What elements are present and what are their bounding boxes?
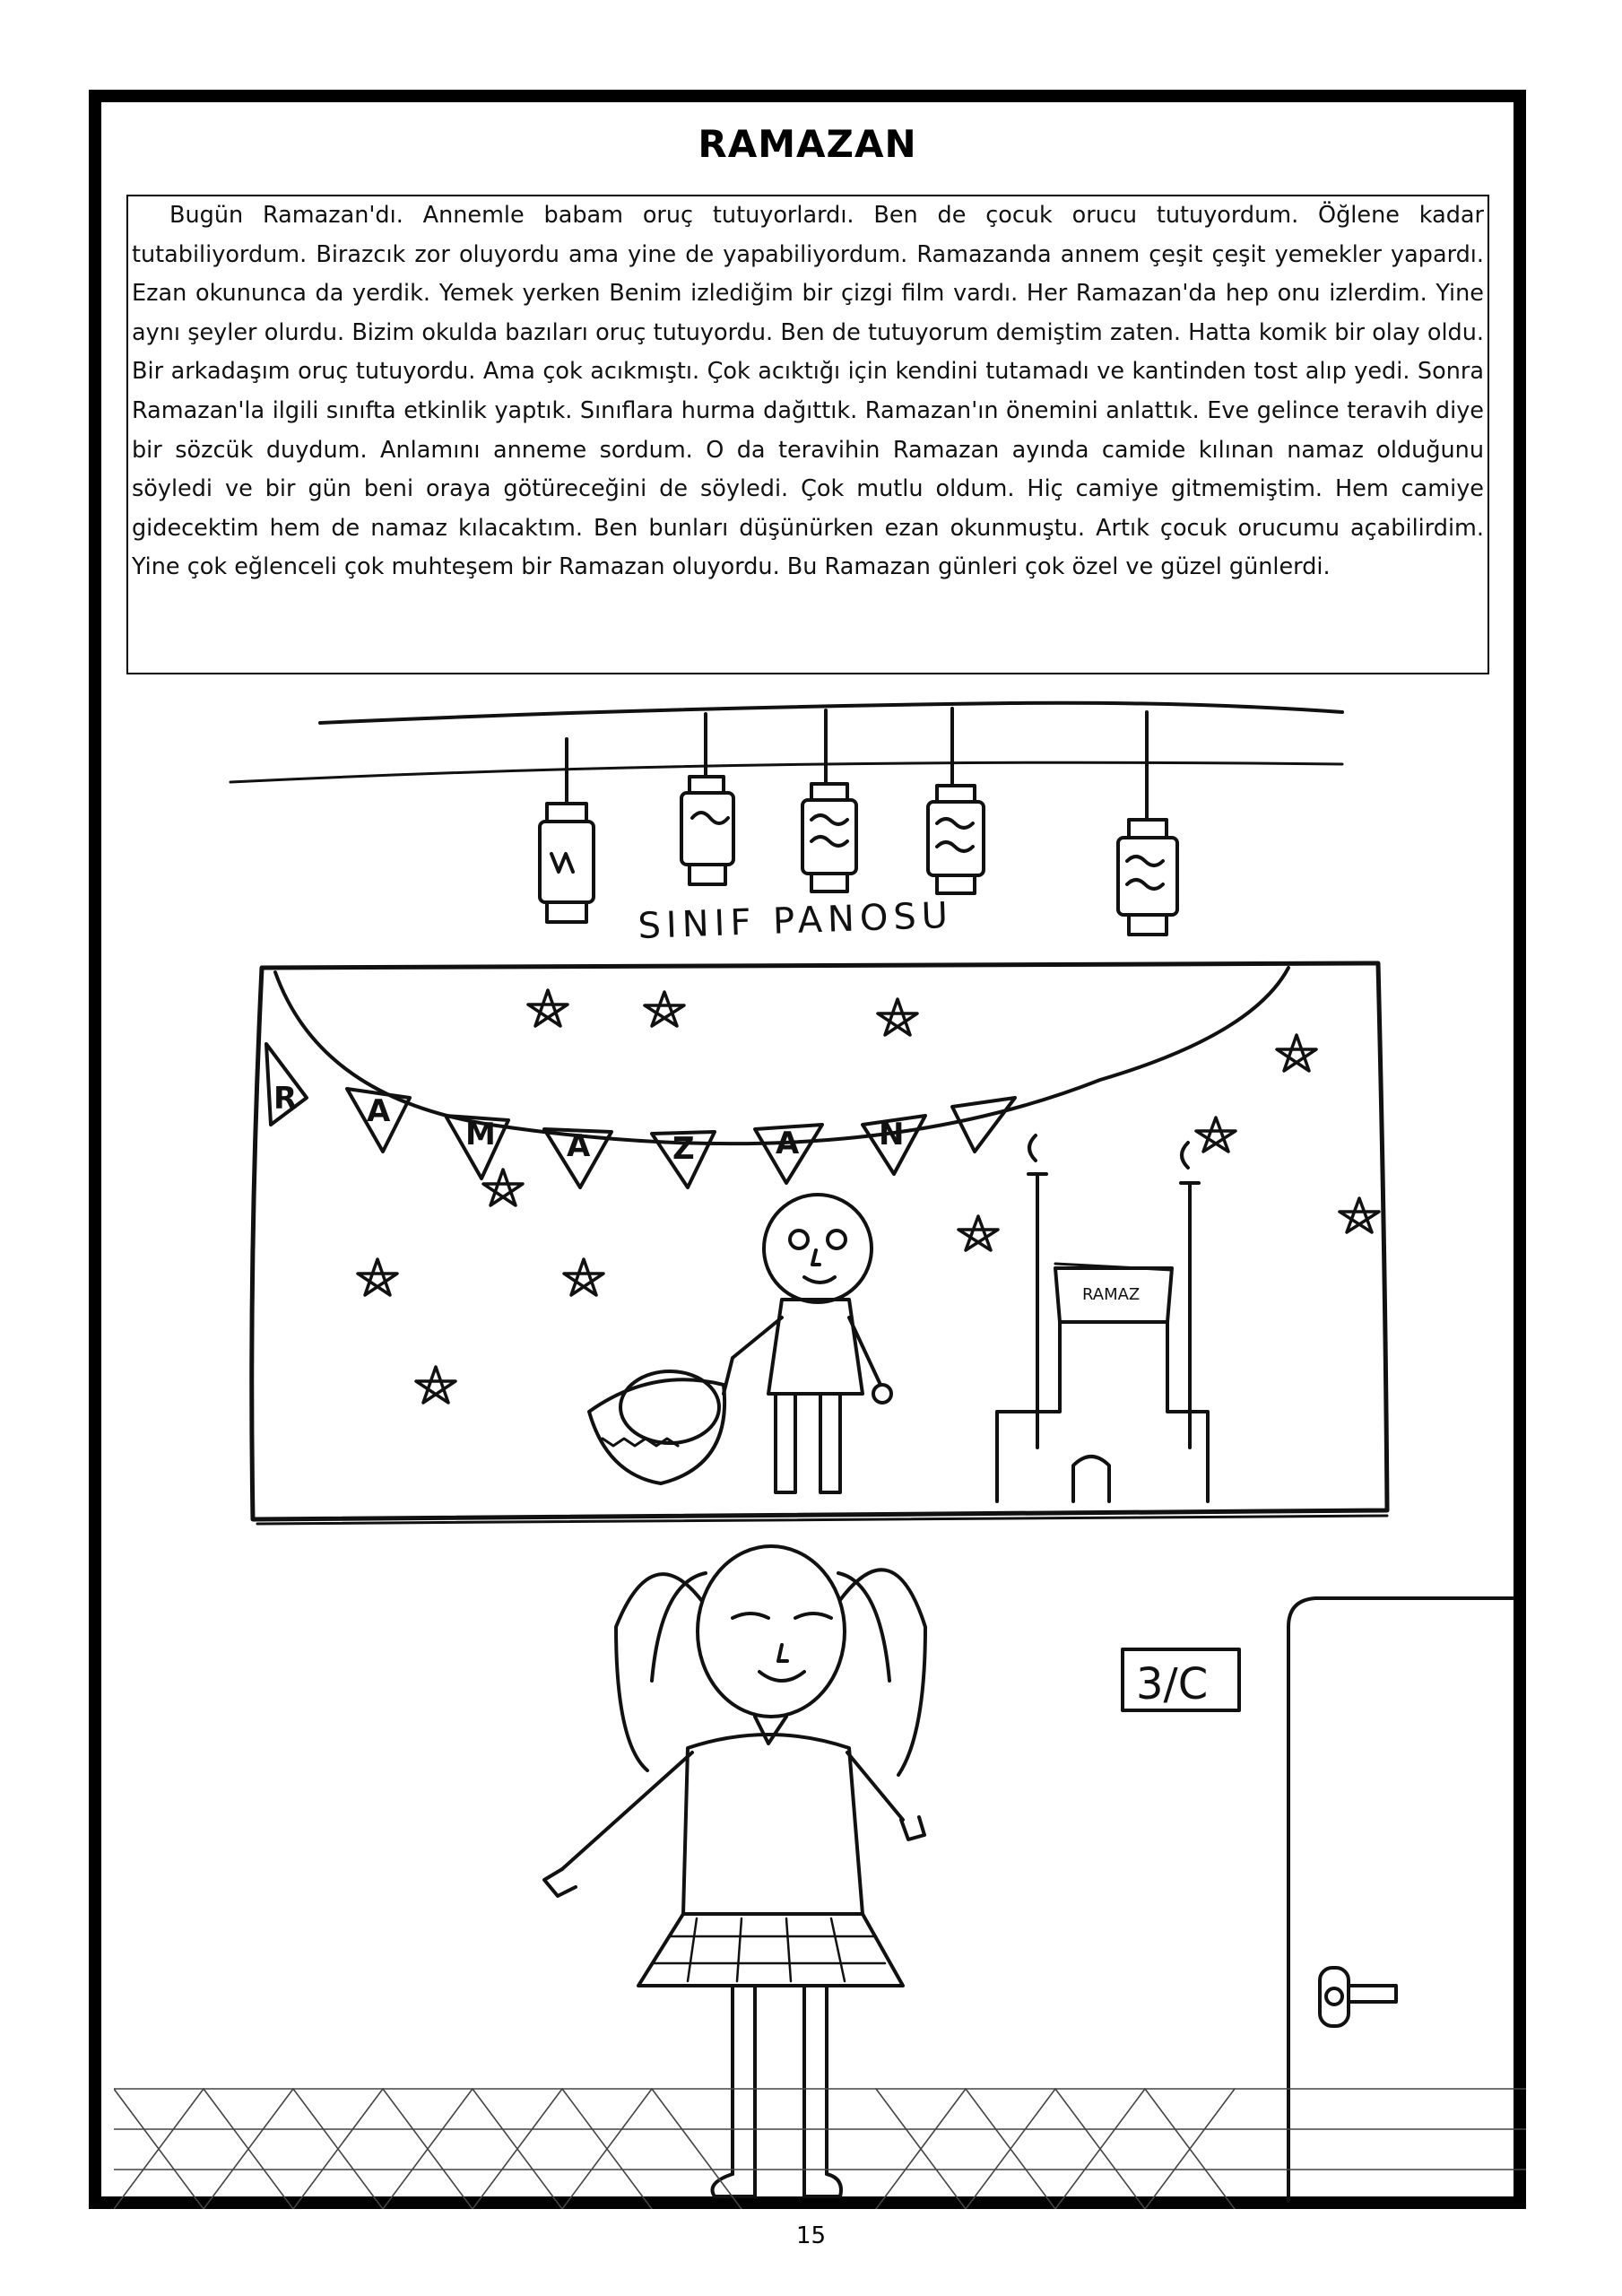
banner-letter: R — [273, 1081, 298, 1117]
banner-letter: A — [567, 1128, 591, 1164]
stars — [358, 990, 1379, 1403]
classroom-door — [1288, 1598, 1513, 2201]
basket — [589, 1371, 724, 1483]
lantern-3 — [802, 710, 856, 891]
lantern-4 — [928, 709, 984, 893]
lantern-5 — [1118, 712, 1177, 935]
banner-letter: N — [879, 1117, 905, 1152]
banner-string — [275, 968, 1288, 1144]
floor-tiles — [114, 2089, 1526, 2209]
banner-letter: A — [367, 1093, 391, 1129]
lantern-string — [320, 703, 1342, 723]
child-drawing — [114, 676, 1526, 2209]
lantern-1 — [540, 739, 594, 922]
door-sign-text: 3/C — [1136, 1659, 1209, 1709]
girl-figure — [544, 1546, 925, 2196]
banner-letter: Z — [672, 1131, 695, 1167]
mosque-banner: RAMAZ — [1082, 1285, 1141, 1304]
door-sign — [1123, 1649, 1239, 1710]
page-number: 15 — [795, 2222, 827, 2249]
banner-letter: A — [776, 1126, 800, 1161]
page-title: RAMAZAN — [698, 122, 917, 166]
mosque-drawing — [997, 1135, 1208, 1501]
boy-figure — [724, 1195, 891, 1492]
story-text: Bugün Ramazan'dı. Annemle babam oruç tutuyorlardı. Ben de çocuk orucu tutuyordum. Öğlene kadar tutabiliyordum. Birazcık zor oluyordu ama yine de yapabiliyordum. Ramazanda annem çeşit çeşit yemekler yapardı. Ezan okununca da yerdik. Yemek yerken Benim izlediğim bir çizgi film vardı. Her Ramazan'da hep onu izlerdim. Yine aynı şeyler olurdu. Bizim okulda bazıları oruç tutuyordu. Ben de tutuyorum demiştim zaten. Hatta komik bir olay oldu. Bir arkadaşım oruç tutuyordu. Ama çok acıkmıştı. Çok acıktığı için kendini tutamadı ve kantinden tost alıp yedi. Sonra Ramazan'la ilgili sınıfta etkinlik yaptık. Sınıflara hurma dağıttık. Ramazan'ın önemini anlattık. Eve gelince teravih diye bir sözcük duydum. Anlamını anneme sordum. O da teravihin Ramazan ayında camide kılınan namaz olduğunu söyledi ve bir gün beni oraya götüreceğini de söyledi. Çok mutlu oldum. Hiç camiye gitmemiştim. Hem camiye gidecektim hem de namaz kılacaktım. Ben bunları düşünürken ezan okunmuştu. Artık çocuk orucumu açabilirdim. Yine çok eğlenceli çok muhteşem bir Ramazan oluyordu. Bu Ramazan günleri çok özel ve güzel günlerdi. — [132, 202, 1484, 581]
page-frame — [89, 90, 1526, 2209]
banner-letter: M — [465, 1117, 496, 1152]
lantern-2 — [681, 714, 733, 884]
story-box — [126, 195, 1489, 674]
board-caption: SINIF PANOSU — [637, 894, 954, 947]
